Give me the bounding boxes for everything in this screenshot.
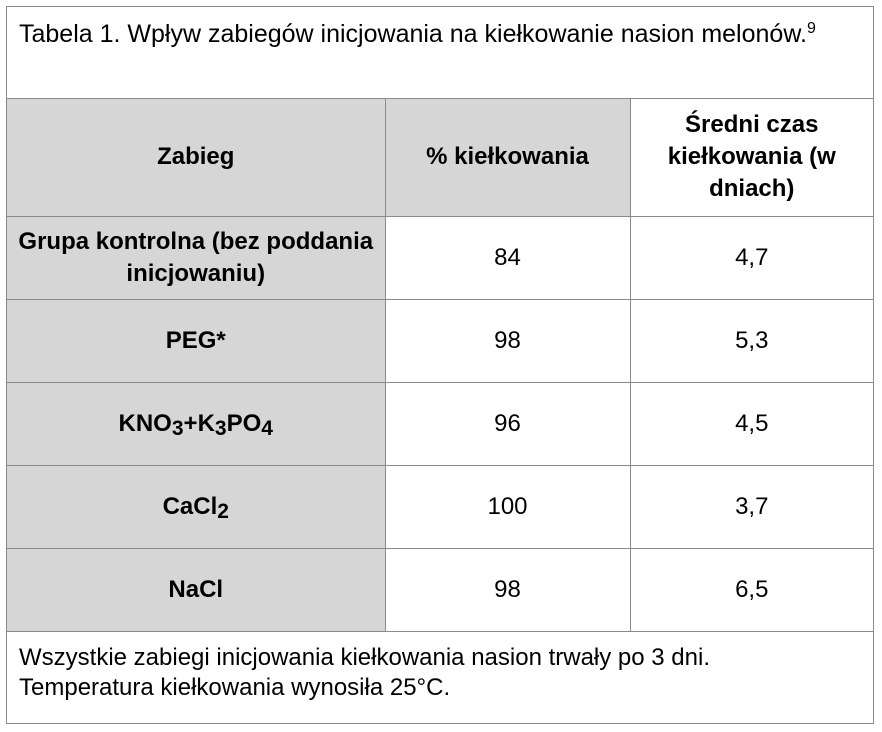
cell-germination-pct: 96 — [385, 382, 630, 465]
formula-part: KNO — [118, 409, 172, 437]
cell-germination-pct: 98 — [385, 299, 630, 382]
formula-subscript: 3 — [214, 416, 227, 440]
row-header-treatment — [7, 382, 385, 465]
footnote-line: Temperatura kiełkowania wynosiła 25°C. — [19, 674, 451, 701]
table-caption — [7, 7, 873, 99]
table-header-row — [7, 99, 873, 216]
formula-part: +K — [183, 409, 215, 437]
cell-germination-pct: 100 — [385, 465, 630, 548]
formula-subscript: 4 — [261, 416, 273, 440]
table-row — [7, 548, 873, 631]
column-header-mean-days: Średni czas kiełkowania (w dniach) — [630, 99, 873, 216]
column-header-treatment: Zabieg — [7, 99, 385, 216]
germination-table — [7, 99, 873, 632]
formula-part: CaCl — [162, 492, 218, 520]
table-row — [7, 216, 873, 299]
formula-part: PO — [226, 409, 262, 437]
footnote-line: Wszystkie zabiegi inicjowania kiełkowania nasion trwały po 3 dni. — [19, 644, 710, 671]
cell-mean-days: 6,5 — [630, 548, 873, 631]
table-row — [7, 465, 873, 548]
row-header-treatment: Grupa kontrolna (bez poddania inicjowaniu) — [7, 216, 385, 299]
table-row — [7, 299, 873, 382]
table-footnote — [7, 633, 873, 703]
cell-mean-days: 4,7 — [630, 216, 873, 299]
formula-subscript: 3 — [171, 416, 184, 440]
cell-mean-days: 3,7 — [630, 465, 873, 548]
cell-germination-pct: 98 — [385, 548, 630, 631]
cell-mean-days: 4,5 — [630, 382, 873, 465]
cell-mean-days: 5,3 — [630, 299, 873, 382]
cell-germination-pct: 84 — [385, 216, 630, 299]
column-header-germination-pct: % kiełkowania — [385, 99, 630, 216]
footnote-reference: 9 — [806, 20, 816, 37]
table-frame — [6, 6, 874, 724]
row-header-treatment — [7, 465, 385, 548]
row-header-treatment: NaCl — [7, 548, 385, 631]
table-row — [7, 382, 873, 465]
row-header-treatment: PEG* — [7, 299, 385, 382]
caption-text: Tabela 1. Wpływ zabiegów inicjowania na kiełkowanie nasion melonów. — [19, 20, 807, 48]
formula-subscript: 2 — [217, 499, 229, 523]
